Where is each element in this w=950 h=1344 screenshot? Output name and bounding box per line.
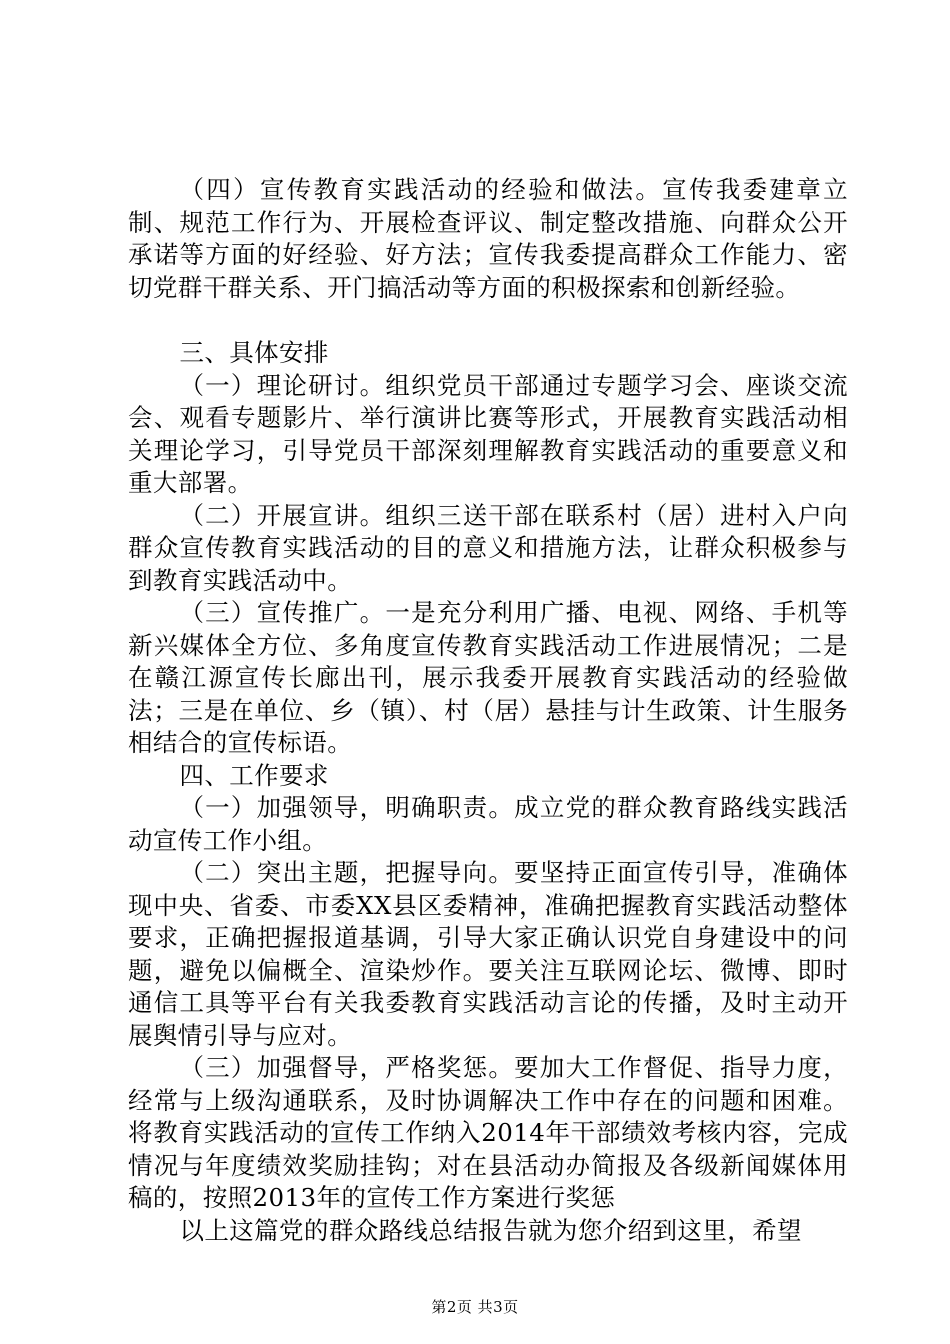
heading-work-requirements: 四、工作要求 [179, 760, 329, 790]
paragraph-outreach-lectures: （二）开展宣讲。组织三送干部在联系村（居）进村入户向群众宣传教育实践活动的目的意义和措施方法，让群众积极参与到教育实践活动中。 [128, 500, 848, 595]
paragraph-publicity-promotion: （三）宣传推广。一是充分利用广播、电视、网络、手机等新兴媒体全方位、多角度宣传教育实践活动工作进展情况；二是在赣江源宣传长廊出刊，展示我委开展教育实践活动的经验做法；三是在单位、乡（镇）、村（居）悬挂与计生政策、计生服务相结合的宣传标语。 [128, 598, 848, 757]
paragraph-closing: 以上这篇党的群众路线总结报告就为您介绍到这里，希望 [179, 1215, 802, 1245]
document-body [128, 174, 848, 1247]
paragraph-theory-seminar: （一）理论研讨。组织党员干部通过专题学习会、座谈交流会、观看专题影片、举行演讲比赛等形式，开展教育实践活动相关理论学习，引导党员干部深刻理解教育实践活动的重要意义和重大部署。 [128, 370, 848, 497]
paragraph-publicity-experience: （四）宣传教育实践活动的经验和做法。宣传我委建章立制、规范工作行为、开展检查评议、制定整改措施、向群众公开承诺等方面的好经验、好方法；宣传我委提高群众工作能力、密切党群干群关系、开门搞活动等方面的积极探索和创新经验。 [128, 175, 848, 302]
page-number-footer: 第2页 共3页 [431, 1298, 519, 1316]
heading-specific-arrangements: 三、具体安排 [179, 338, 329, 367]
paragraph-supervision-rewards: （三）加强督导，严格奖惩。要加大工作督促、指导力度，经常与上级沟通联系，及时协调解决工作中存在的问题和困难。将教育实践活动的宣传工作纳入2014年干部绩效考核内容，完成情况与年度绩效奖励挂钩；对在县活动办简报及各级新闻媒体用稿的，按照2013年的宣传工作方案进行奖惩 [128, 1053, 848, 1212]
paragraph-strengthen-leadership: （一）加强领导，明确职责。成立党的群众教育路线实践活动宣传工作小组。 [128, 793, 848, 855]
paragraph-highlight-theme: （二）突出主题，把握导向。要坚持正面宣传引导，准确体现中央、省委、市委XX县区委精神，准确把握教育实践活动整体要求，正确把握报道基调，引导大家正确认识党自身建设中的问题，避免以偏概全、渲染炒作。要关注互联网论坛、微博、即时通信工具等平台有关我委教育实践活动言论的传播，及时主动开展舆情引导与应对。 [128, 858, 848, 1050]
